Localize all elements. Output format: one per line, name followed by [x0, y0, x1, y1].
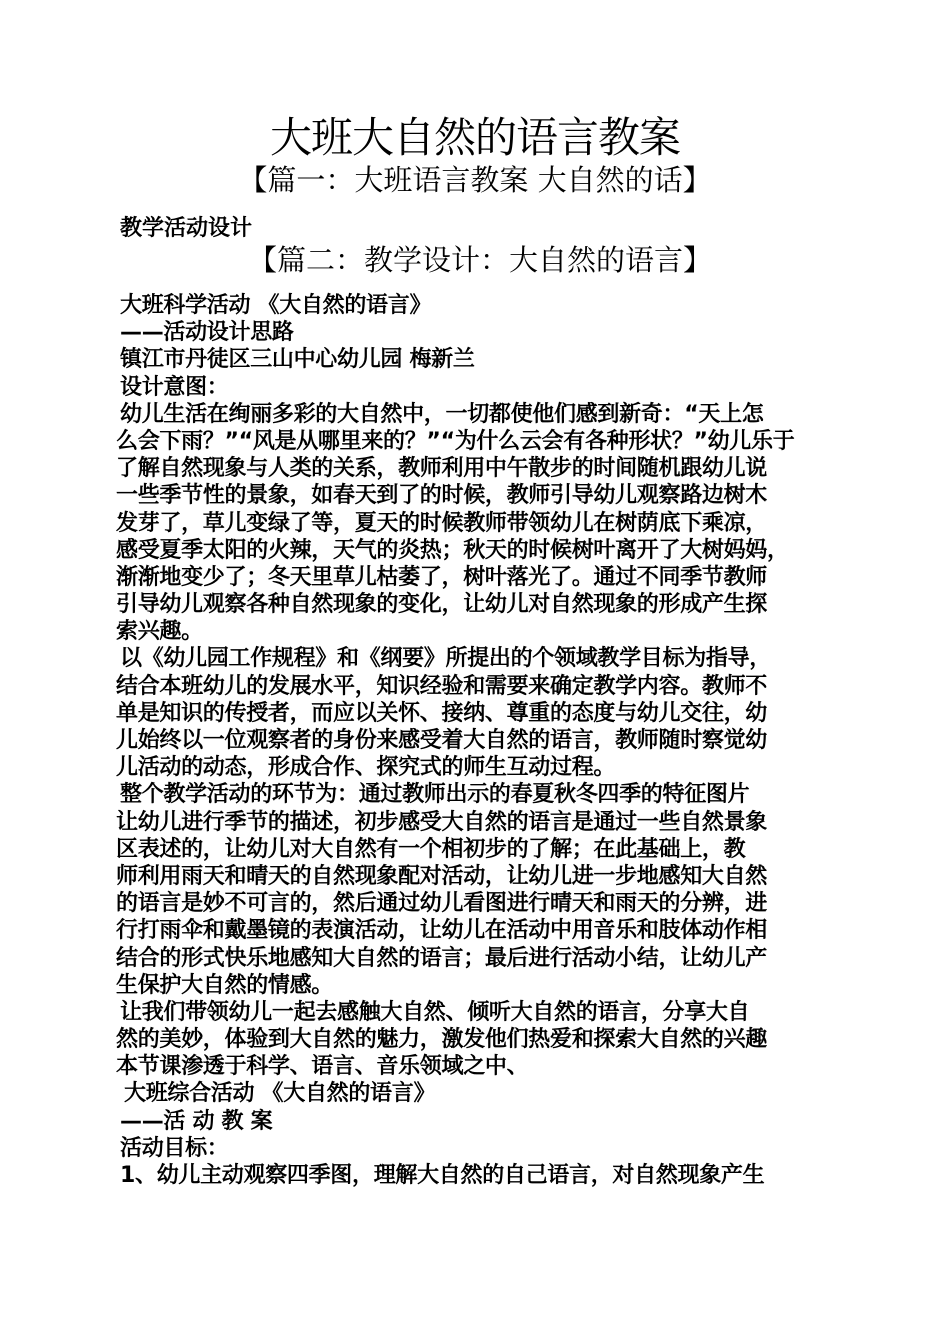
body-line: 本节课渗透于科学、语言、音乐领域之中、: [116, 1054, 529, 1080]
body-line: 大班科学活动 《大自然的语言》: [120, 293, 432, 318]
document-body: [116, 292, 846, 1189]
body-line: 的语言是妙不可言的，然后通过幼儿看图进行晴天和雨天的分辨，进: [116, 891, 768, 917]
body-line: 索兴趣。: [116, 619, 203, 645]
body-line: 么会下雨？”“风是从哪里来的？”“为什么云会有各种形状？”幼儿乐于: [116, 428, 795, 454]
body-line: 一些季节性的景象，如春天到了的时候，教师引导幼儿观察路边树木: [116, 483, 768, 509]
part1-label: 教学活动设计: [120, 216, 253, 241]
body-line: 以《幼儿园工作规程》和《纲要》所提出的个领域教学目标为指导，: [120, 646, 772, 672]
body-line: 镇江市丹徒区三山中心幼儿园 梅新兰: [120, 347, 475, 373]
body-line: 行打雨伞和戴墨镜的表演活动，让幼儿在活动中用音乐和肢体动作相: [116, 918, 768, 944]
body-line: 儿活动的动态，形成合作、探究式的师生互动过程。: [116, 755, 616, 781]
document-title: 大班大自然的语言教案: [269, 113, 680, 162]
body-line: 大班综合活动 《大自然的语言》: [124, 1081, 436, 1107]
part1-heading: 【篇一：大班语言教案 大自然的话】: [238, 163, 712, 197]
part2-heading: 【篇二：教学设计：大自然的语言】: [247, 243, 712, 277]
body-line: 儿始终以一位观察者的身份来感受着大自然的语言，教师随时察觉幼: [116, 728, 768, 753]
body-line: ——活动设计思路: [120, 320, 294, 346]
body-line: 结合本班幼儿的发展水平，知识经验和需要来确定教学内容。教师不: [116, 673, 768, 699]
body-line: 整个教学活动的环节为：通过教师出示的春夏秋冬四季的特征图片: [120, 782, 750, 808]
body-line: 生保护大自然的情感。: [116, 972, 334, 998]
body-line: 让幼儿进行季节的描述，初步感受大自然的语言是通过一些自然景象: [116, 809, 768, 835]
body-line: 单是知识的传授者，而应以关怀、接纳、尊重的态度与幼儿交往，幼: [116, 700, 768, 726]
body-line: 发芽了，草儿变绿了等，夏天的时候教师带领幼儿在树荫底下乘凉，: [116, 510, 768, 536]
body-line: 然的美妙，体验到大自然的魅力，激发他们热爱和探索大自然的兴趣: [116, 1027, 768, 1053]
body-line: 引导幼儿观察各种自然现象的变化，让幼儿对自然现象的形成产生探: [116, 592, 768, 618]
body-line: 师利用雨天和晴天的自然现象配对活动，让幼儿进一步地感知大自然: [116, 863, 768, 889]
body-line: 结合的形式快乐地感知大自然的语言；最后进行活动小结，让幼儿产: [116, 945, 768, 971]
body-line: 幼儿生活在绚丽多彩的大自然中，一切都使他们感到新奇：“天上怎: [120, 401, 764, 427]
body-line: 渐渐地变少了；冬天里草儿枯萎了，树叶落光了。通过不同季节教师: [116, 564, 768, 590]
body-line: 让我们带领幼儿一起去感触大自然、倾听大自然的语言，分享大自: [120, 999, 750, 1025]
body-line: 了解自然现象与人类的关系，教师利用中午散步的时间随机跟幼儿说: [116, 456, 768, 482]
body-line: ——活 动 教 案: [120, 1108, 273, 1134]
body-line: 活动目标：: [120, 1135, 229, 1161]
body-line: 区表述的，让幼儿对大自然有一个相初步的了解；在此基础上，教: [116, 836, 746, 862]
body-line: 设计意图：: [120, 374, 229, 400]
body-line: 1、幼儿主动观察四季图，理解大自然的自己语言，对自然现象产生: [120, 1163, 765, 1188]
body-line: 感受夏季太阳的火辣，天气的炎热；秋天的时候树叶离开了大树妈妈，: [116, 537, 789, 563]
